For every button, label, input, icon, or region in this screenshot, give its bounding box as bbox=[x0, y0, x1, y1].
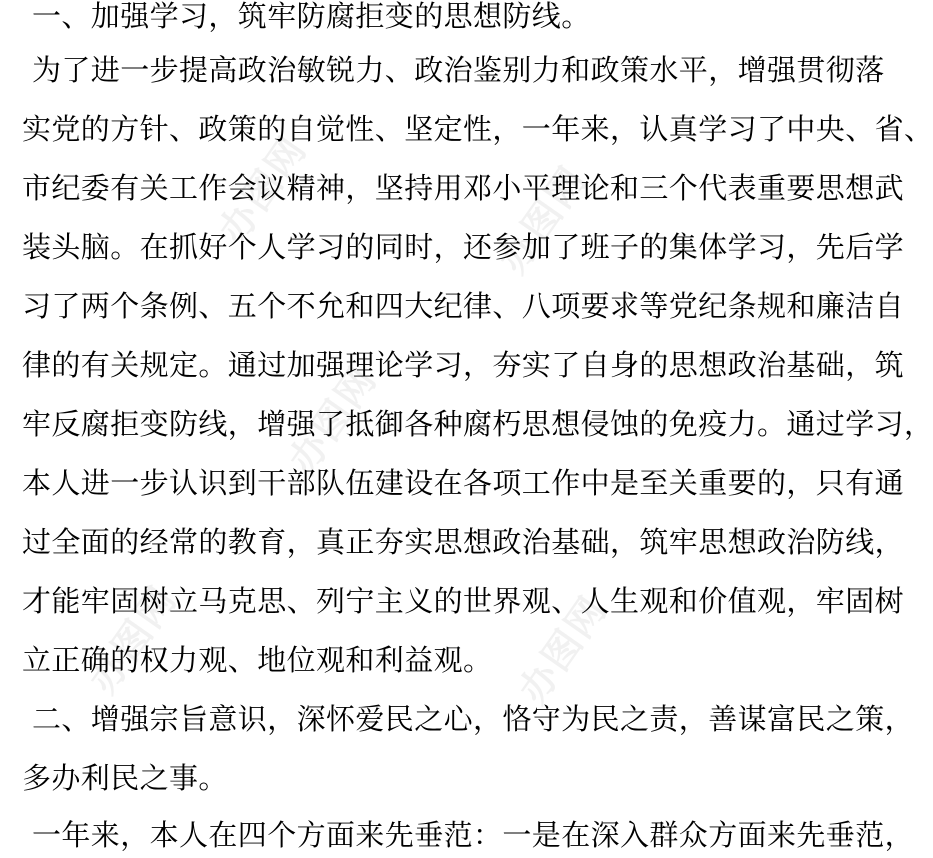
paragraph-line: 本人进一步认识到干部队伍建设在各项工作中是至关重要的，只有通 bbox=[22, 466, 905, 500]
paragraph-line: 实党的方针、政策的自觉性、坚定性，一年来，认真学习了中央、省、 bbox=[22, 112, 933, 146]
paragraph-line: 律的有关规定。通过加强理论学习，夯实了自身的思想政治基础，筑 bbox=[22, 348, 905, 382]
section-heading-1: 一、加强学习，筑牢防腐拒变的思想防线。 bbox=[32, 0, 591, 33]
section-heading-2-continued: 多办利民之事。 bbox=[22, 761, 228, 795]
section-heading-2: 二、增强宗旨意识，深怀爱民之心，恪守为民之责，善谋富民之策， bbox=[32, 702, 915, 736]
watermark: 办图网 bbox=[490, 157, 596, 282]
watermark: 办图网 bbox=[210, 127, 316, 252]
watermark: 办图网 bbox=[80, 577, 186, 702]
paragraph-line: 牢反腐拒变防线，增强了抵御各种腐朽思想侵蚀的免疫力。通过学习， bbox=[22, 407, 933, 441]
paragraph-line: 市纪委有关工作会议精神，坚持用邓小平理论和三个代表重要思想武 bbox=[22, 171, 905, 205]
watermark: 办图网 bbox=[510, 587, 616, 712]
paragraph-line: 习了两个条例、五个不允和四大纪律、八项要求等党纪条规和廉洁自 bbox=[22, 289, 905, 323]
paragraph-line: 过全面的经常的教育，真正夯实思想政治基础，筑牢思想政治防线， bbox=[22, 525, 905, 559]
paragraph-line: 装头脑。在抓好个人学习的同时，还参加了班子的集体学习，先后学 bbox=[22, 230, 905, 264]
paragraph-line: 才能牢固树立马克思、列宁主义的世界观、人生观和价值观，牢固树 bbox=[22, 584, 905, 618]
paragraph-line: 立正确的权力观、地位观和利益观。 bbox=[22, 643, 493, 677]
paragraph-line: 为了进一步提高政治敏锐力、政治鉴别力和政策水平，增强贯彻落 bbox=[32, 53, 885, 87]
paragraph-line: 一年来，本人在四个方面来先垂范：一是在深入群众方面来先垂范， bbox=[32, 818, 915, 852]
watermark: 办图网 bbox=[280, 357, 386, 482]
